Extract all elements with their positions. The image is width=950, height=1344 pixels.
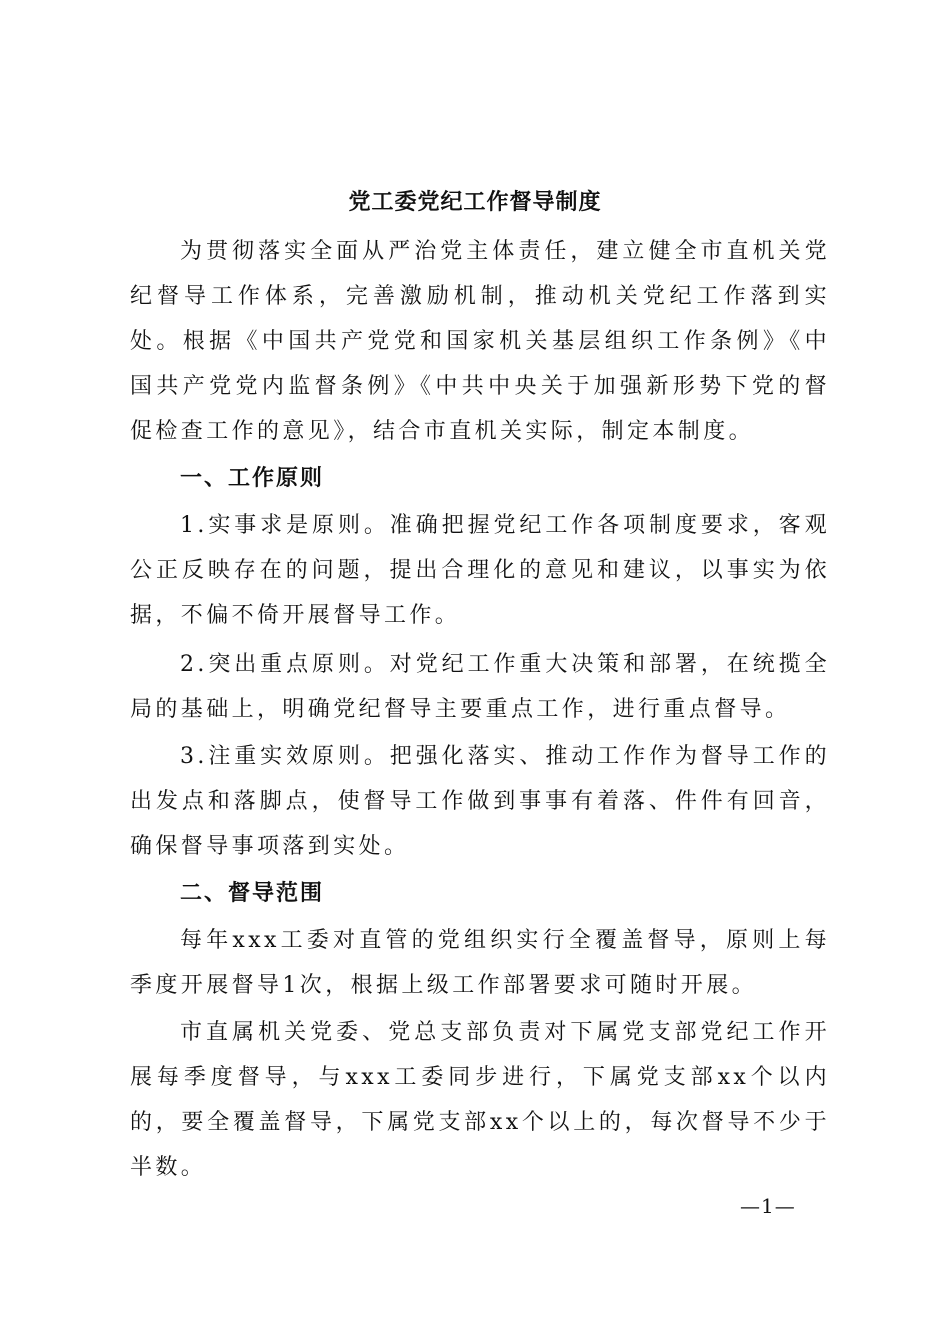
section-heading-scope: 二、督导范围 [180, 881, 325, 906]
principle-item-1: 1.实事求是原则。准确把握党纪工作各项制度要求，客观公正反映存在的问题，提出合理化的意见和建议，以事实为依据，不偏不倚开展督导工作。 [130, 513, 830, 628]
page-number: —1— [740, 1194, 796, 1218]
intro-paragraph: 为贯彻落实全面从严治党主体责任，建立健全市直机关党纪督导工作体系，完善激励机制，推动机关党纪工作落到实处。根据《中国共产党党和国家机关基层组织工作条例》《中国共产党党内监督条例》《中共中央关于加强新形势下党的督促检查工作的意见》，结合市直机关实际，制定本制度。 [130, 239, 830, 444]
page-title: 党工委党纪工作督导制度 [348, 189, 602, 215]
scope-paragraph-1: 每年xxx工委对直管的党组织实行全覆盖督导，原则上每季度开展督导1次，根据上级工作部署要求可随时开展。 [130, 928, 830, 998]
scope-paragraph-2: 市直属机关党委、党总支部负责对下属党支部党纪工作开展每季度督导，与xxx工委同步进行，下属党支部xx个以内的，要全覆盖督导，下属党支部xx个以上的，每次督导不少于半数。 [130, 1020, 830, 1180]
principle-item-2: 2.突出重点原则。对党纪工作重大决策和部署，在统揽全局的基础上，明确党纪督导主要重点工作，进行重点督导。 [130, 652, 830, 722]
principle-item-3: 3.注重实效原则。把强化落实、推动工作作为督导工作的出发点和落脚点，使督导工作做到事事有着落、件件有回音，确保督导事项落到实处。 [130, 744, 830, 859]
section-heading-principles: 一、工作原则 [180, 466, 325, 491]
